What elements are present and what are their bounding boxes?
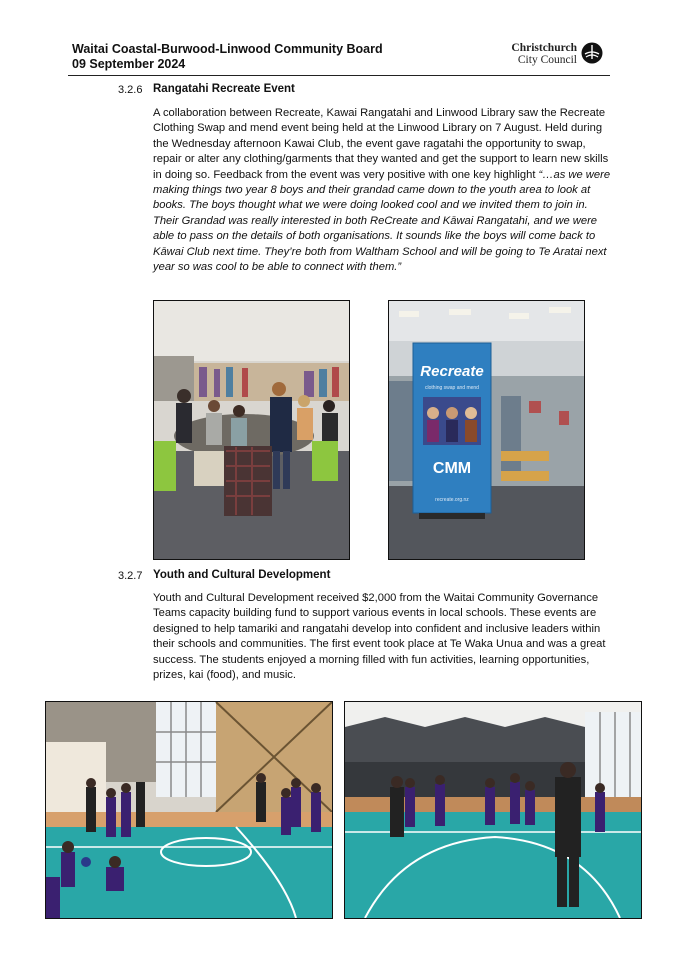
board-header (72, 42, 383, 72)
section-number: 3.2.6 (118, 84, 143, 96)
council-emblem-icon (581, 42, 603, 64)
photo-gym-event-left (45, 701, 333, 919)
feedback-quote: “…as we were making things two year 8 boys and their grandad came down to the youth area to look at books. The boys thought what we were doing looked cool and we invited them to join in. Their Grandad was really interested in both ReCreate and Kāwai Rangatahi, and we were able to pass on the details of both organisations. It sounds like the boys will come back to Kāwai Club next time. They’re both from Waltham School and will be going to Te Aratai next year so was cool to be able to connect with them.” (153, 168, 611, 274)
council-logo (497, 41, 607, 71)
banner-footer-text: recreate.org.nz (435, 497, 469, 503)
section-body-text: A collaboration between Recreate, Kawai Rangatahi and Linwood Library saw the Recreate Clothing Swap and mend event being held at the Linwood Library on 7 August. Held during the Wednesday afternoon Kawai Club, the event gave ragatahi the opportunity to swap, repair or alter any clothing/garments that they wanted and get the support to learn new skills in doing so. Feedback from the event was very positive with one key highlight (153, 107, 609, 181)
photo-recreate-banner (388, 300, 585, 560)
banner-logo-text: CMM (432, 460, 472, 477)
photo-gym-event-right (344, 701, 642, 919)
section-title: Youth and Cultural Development (153, 569, 331, 581)
section-title: Rangatahi Recreate Event (153, 83, 295, 95)
logo-line-2: City Council (517, 54, 577, 66)
logo-line-1: Christchurch (511, 42, 577, 54)
banner-title: Recreate (420, 363, 484, 380)
board-name: Waitai Coastal-Burwood-Linwood Community Board (72, 42, 383, 56)
banner-tagline: clothing swap and mend (425, 385, 479, 391)
section-number: 3.2.7 (118, 570, 143, 582)
photo-clothing-swap (153, 300, 350, 560)
section-body: Youth and Cultural Development received $2,000 from the Waitai Community Governance Teams capacity building fund to support various events in local schools. These events are designed to help tamariki and rangatahi develop into confident and inclusive leaders within their schools and communities. The first event took place at Te Waka Unua and was a great success. The students enjoyed a morning filled with fun activities, learning opportunities, prizes, kai (food), and music. (153, 592, 606, 682)
header-divider (68, 75, 610, 76)
section-body (153, 106, 611, 275)
meeting-date: 09 September 2024 (72, 57, 186, 71)
